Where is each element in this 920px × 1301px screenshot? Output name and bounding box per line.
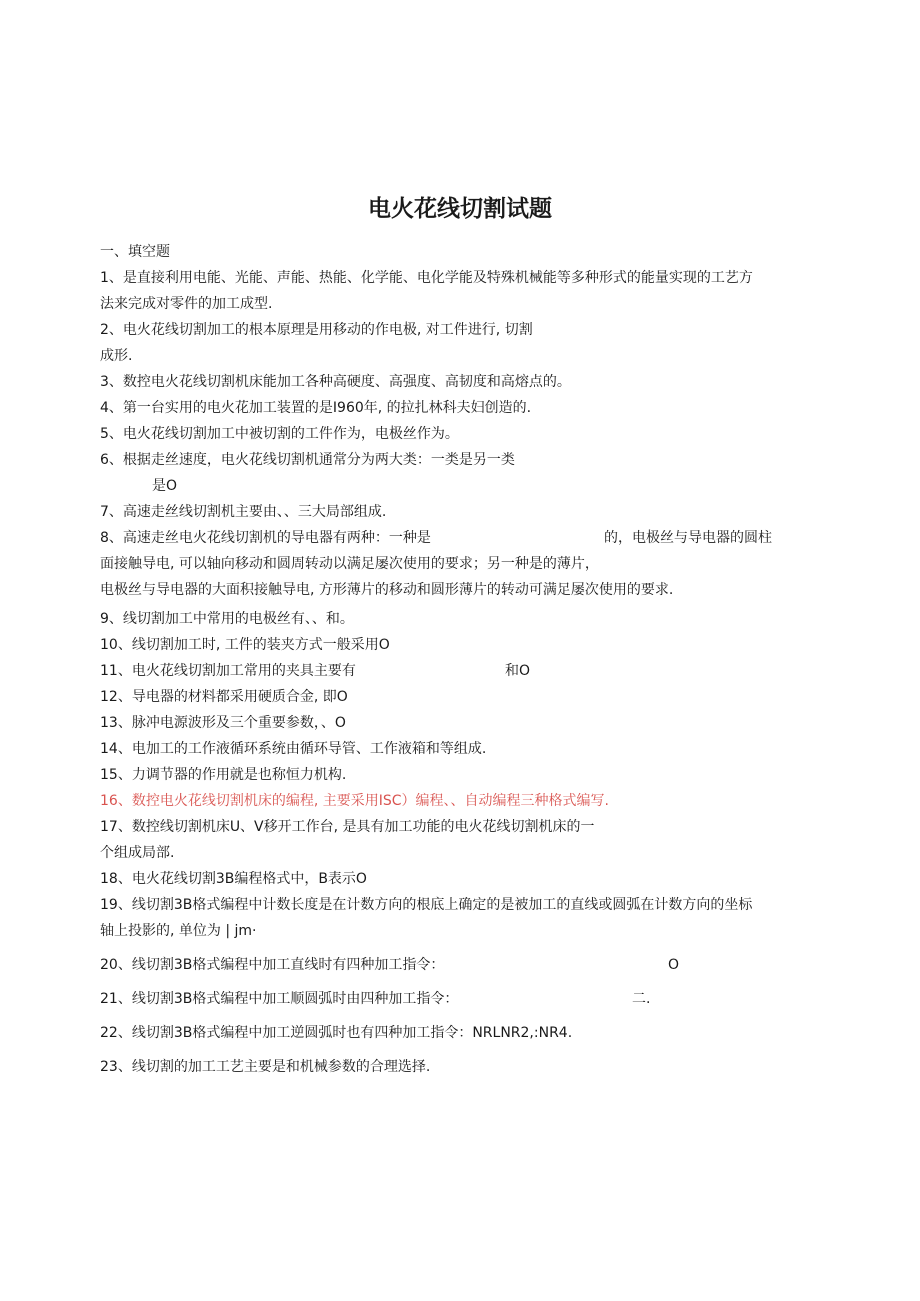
question-23: 23、线切割的加工工艺主要是和机械参数的合理选择. bbox=[100, 1059, 431, 1075]
question-8-line-2: 面接触导电, 可以轴向移动和圆周转动以满足屡次使用的要求；另一种是的薄片， bbox=[100, 556, 599, 572]
question-11b: 和O bbox=[505, 663, 531, 679]
question-13: 13、脉冲电源波形及三个重要参数，、O bbox=[100, 715, 346, 731]
question-16-highlighted: 16、数控电火花线切割机床的编程, 主要采用ISC）编程、、自动编程三种格式编写. bbox=[100, 793, 609, 809]
question-6-line-2: 是O bbox=[152, 478, 178, 494]
question-18: 18、电火花线切割3B编程格式中，B表示O bbox=[100, 871, 367, 887]
question-19-line-2: 轴上投影的, 单位为 | jm· bbox=[100, 923, 257, 939]
question-5: 5、电火花线切割加工中被切割的工件作为，电极丝作为。 bbox=[100, 426, 459, 442]
question-2-line-1: 2、电火花线切割加工的根本原理是用移动的作电极, 对工件进行, 切割 bbox=[100, 322, 533, 338]
question-9: 9、线切割加工中常用的电极丝有、、和。 bbox=[100, 611, 354, 627]
question-17-line-2: 个组成局部. bbox=[100, 845, 175, 861]
page-title: 电火花线切割试题 bbox=[368, 196, 552, 222]
question-8-line-1b: 的，电极丝与导电器的圆柱 bbox=[604, 530, 772, 546]
question-8-line-1a: 8、高速走丝电火花线切割机的导电器有两种：一种是 bbox=[100, 530, 431, 546]
question-14: 14、电加工的工作液循环系统由循环导管、工作液箱和等组成. bbox=[100, 741, 487, 757]
question-10: 10、线切割加工时, 工件的装夹方式一般采用O bbox=[100, 637, 390, 653]
question-12: 12、导电器的材料都采用硬质合金, 即O bbox=[100, 689, 348, 705]
question-8-line-3: 电极丝与导电器的大面积接触导电, 方形薄片的移动和圆形薄片的转动可满足屡次使用的要求. bbox=[100, 582, 674, 598]
question-7: 7、高速走丝线切割机主要由、、三大局部组成. bbox=[100, 504, 387, 520]
question-15: 15、力调节器的作用就是也称恒力机构. bbox=[100, 767, 347, 783]
question-21b: 二. bbox=[632, 991, 651, 1007]
question-20b: O bbox=[668, 957, 680, 973]
question-4: 4、第一台实用的电火花加工装置的是I960年, 的拉扎林科夫妇创造的. bbox=[100, 400, 532, 416]
question-1-line-2: 法来完成对零件的加工成型. bbox=[100, 296, 273, 312]
question-2-line-2: 成形. bbox=[100, 348, 133, 364]
question-19-line-1: 19、线切割3B格式编程中计数长度是在计数方向的根底上确定的是被加工的直线或圆弧在计数方向的坐标 bbox=[100, 897, 753, 913]
question-22: 22、线切割3B格式编程中加工逆圆弧时也有四种加工指令：NRLNR2,:NR4. bbox=[100, 1025, 573, 1041]
section-heading: 一、填空题 bbox=[100, 244, 170, 260]
question-6-line-1: 6、根据走丝速度，电火花线切割机通常分为两大类：一类是另一类 bbox=[100, 452, 515, 468]
question-1-line-1: 1、是直接利用电能、光能、声能、热能、化学能、电化学能及特殊机械能等多种形式的能量实现的工艺方 bbox=[100, 270, 753, 286]
question-3: 3、数控电火花线切割机床能加工各种高硬度、高强度、高韧度和高熔点的。 bbox=[100, 374, 571, 390]
question-21a: 21、线切割3B格式编程中加工顺圆弧时由四种加工指令： bbox=[100, 991, 459, 1007]
question-20a: 20、线切割3B格式编程中加工直线时有四种加工指令： bbox=[100, 957, 445, 973]
question-17-line-1: 17、数控线切割机床U、V移开工作台, 是具有加工功能的电火花线切割机床的一 bbox=[100, 819, 595, 835]
question-11a: 11、电火花线切割加工常用的夹具主要有 bbox=[100, 663, 356, 679]
